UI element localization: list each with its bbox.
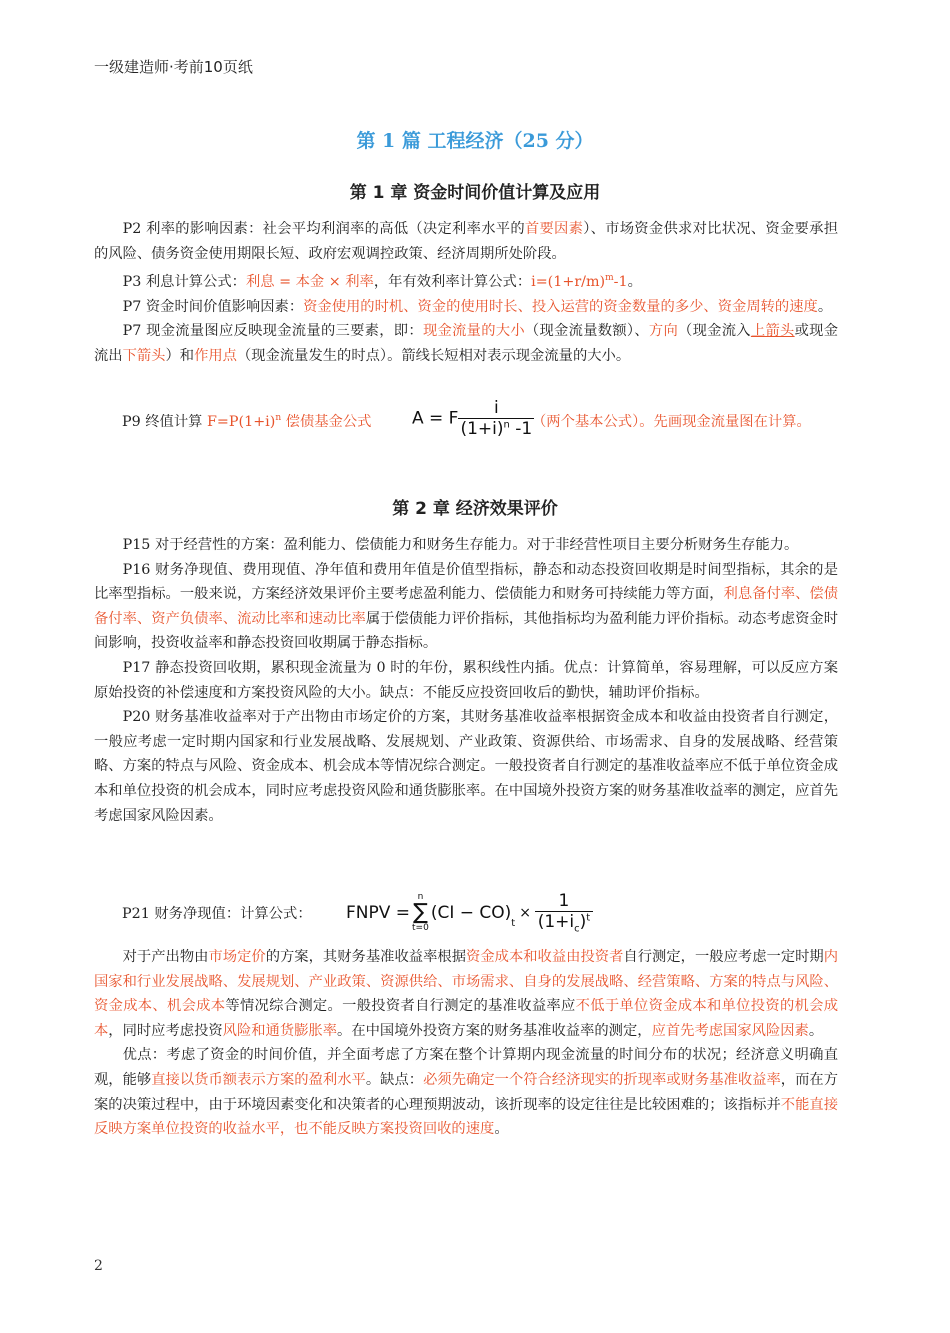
para-p15: P15 对于经营性的方案：盈利能力、偿债能力和财务生存能力。对于非经营性项目主要分析财务生存能力。 <box>122 537 799 553</box>
text: ）和 <box>165 347 195 364</box>
part-title: 第 1 篇 工程经济（25 分） <box>356 130 594 152</box>
highlight: 首要因素 <box>524 221 584 237</box>
highlight: 市场定价 <box>208 949 266 965</box>
highlight: 直接以货币额表示方案的盈利水平 <box>151 1071 366 1088</box>
text: P7 资金时间价值影响因素： <box>122 298 304 315</box>
running-header: 一级建造师·考前10页纸 <box>94 58 253 76</box>
highlight: i=(1+r/m) <box>531 273 606 290</box>
text: （现金流量数额）、 <box>524 323 649 340</box>
den-base: (1+i) <box>460 419 504 439</box>
highlight: 上箭头 <box>750 323 795 340</box>
highlight: 下箭头 <box>122 347 166 364</box>
chapter-2-body <box>94 533 838 828</box>
sum-symbol: ∑ <box>413 900 428 925</box>
fnpv-lhs: FNPV = <box>346 903 411 923</box>
text: 自行测定，一般应考虑一定时期 <box>623 949 824 965</box>
text: 或现金流出 <box>94 323 839 364</box>
term-sub: t <box>511 918 516 929</box>
text: 。 <box>494 1121 509 1138</box>
future-value-formula: F=P(1+i) <box>207 414 276 430</box>
highlight: 利息 = 本金 × 利率 <box>245 273 374 290</box>
highlight: 资金成本和收益由投资者 <box>466 949 624 965</box>
highlight: 应首先考虑国家风险因素 <box>651 1022 809 1039</box>
highlight: 内国家和行业发展战略、发展规划、产业政策、资源供给、市场需求、自身的发展战略、经营策略、方案的特点与风险、资金成本、机会成本 <box>94 949 839 1015</box>
numerator: 1 <box>535 891 593 912</box>
sinking-fund-label: 偿债基金公式 <box>281 414 372 430</box>
sum-upper: n <box>417 892 424 902</box>
highlight: 现金流量的大小 <box>422 323 525 340</box>
formula-fraction <box>458 398 534 439</box>
text: 优点：考虑了资金的时间价值，并全面考虑了方案在整个计算期内现金流量的时间分布的状况；经济意义明确直观，能够 <box>94 1047 838 1088</box>
para-p20: P20 财务基准收益率对于产出物由市场定价的方案，其财务基准收益率根据资金成本和收益由投资者自行测定，一般应考虑一定时期内国家和行业发展战略、发展规划、产业政策、资源供给、市场需求、自身的发展战略、经营策略、方案的特点与风险、资金成本、机会成本等情况综合测定。一般投资者自行测定的基准收益率应不低于单位资金成本和单位投资的机会成本，同时应考虑投资风险和通货膨胀率。在中国境外投资方案的财务基准收益率的测定，应首先考虑国家风险因素。 <box>94 709 838 824</box>
para-p2 <box>94 217 838 266</box>
page-number: 2 <box>94 1258 103 1274</box>
text: ，同时应考虑投资 <box>108 1022 223 1039</box>
p21-detail-body <box>94 945 838 1142</box>
para-p21b <box>94 1043 838 1141</box>
summation <box>412 893 429 933</box>
text: 属于偿债能力评价指标，其他指标均为盈利能力评价指标。动态考虑资金时间影响，投资收益率和静态投资回收期属于静态指标。 <box>94 610 839 652</box>
den-close: ) <box>579 912 587 933</box>
text: P3 利息计算公式： <box>122 273 246 290</box>
sum-lower: t=0 <box>412 923 429 933</box>
den-sup: t <box>586 912 591 924</box>
para-p17: P17 静态投资回收期，累积现金流量为 0 时的年份，累积线性内插。优点：计算简单，容易理解，可以反应方案原始投资的补偿速度和方案投资风险的大小。缺点：不能反应投资回收后的勤快，辅助评价指标。 <box>94 659 838 701</box>
fnpv-formula <box>346 887 593 939</box>
discount-fraction <box>535 891 593 934</box>
chapter-1-title: 第 1 章 资金时间价值计算及应用 <box>349 183 601 203</box>
text: （现金流量发生的时点）。箭线长短相对表示现金流量的大小。 <box>236 347 631 364</box>
text: P2 利率的影响因素：社会平均利润率的高低（决定利率水平的 <box>122 221 525 237</box>
text: 对于产出物由 <box>122 949 209 965</box>
text: （现金流入 <box>678 323 751 340</box>
chapter-1-body <box>94 217 838 368</box>
text: 。 <box>817 298 833 315</box>
para-p7b <box>94 319 838 368</box>
chapter-2-title: 第 2 章 经济效果评价 <box>392 499 558 519</box>
superscript: m <box>605 273 614 284</box>
den-sup: n <box>503 419 510 431</box>
denominator <box>458 419 534 439</box>
highlight: -1 <box>613 273 628 290</box>
para-p16 <box>94 558 838 656</box>
highlight: 不能直接反映方案单位投资的收益水平，也不能反映方案投资回收的速度 <box>94 1096 839 1138</box>
p9-prefix: P9 终值计算 <box>122 414 207 430</box>
highlight: 必须先确定一个符合经济现实的折现率或财务基准收益率 <box>423 1071 781 1088</box>
para-p21a <box>94 945 838 1043</box>
highlight: 不低于单位资金成本和单位投资的机会成本 <box>94 998 839 1039</box>
text: P7 现金流量图应反映现金流量的三要素，即： <box>122 323 423 340</box>
text: 。在中国境外投资方案的财务基准收益率的测定， <box>337 1022 652 1039</box>
highlight: 作用点 <box>194 347 237 364</box>
text: 。缺点： <box>365 1071 424 1088</box>
highlight: 资金使用的时机、资金的使用时长、投入运营的资金数量的多少、资金周转的速度 <box>303 298 818 315</box>
para-p3 <box>94 266 838 294</box>
text: ，年有效利率计算公式： <box>373 273 532 290</box>
text: 等情况综合测定。一般投资者自行测定的基准收益率应 <box>225 998 576 1015</box>
den-sub: c <box>574 923 580 935</box>
p9-suffix: （两个基本公式）。先画现金流量图在计算。 <box>532 414 811 430</box>
text: 。 <box>627 273 642 290</box>
superscript: n <box>275 413 282 424</box>
times-sign: × <box>519 905 531 921</box>
cash-flow-term: (CI − CO) <box>430 903 512 923</box>
p21-prefix: P21 财务净现值：计算公式： <box>122 906 312 922</box>
p9-text <box>122 411 371 431</box>
highlight: 风险和通货膨胀率 <box>222 1022 338 1039</box>
text: 的方案，其财务基准收益率根据 <box>265 949 467 965</box>
highlight: 方向 <box>648 323 679 340</box>
text: ）、市场资金供求对比状况、资金要承担的风险、债务资金使用期限长短、政府宏观调控政策、经济周期所处阶段。 <box>94 221 838 262</box>
den-tail: -1 <box>509 419 533 439</box>
formula-p21 <box>94 885 854 941</box>
den-base: (1+i <box>537 912 575 933</box>
sinking-fund-formula <box>412 398 534 439</box>
text: ，而在方案的决策过程中，由于环境因素变化和决策者的心理预期波动，该折现率的设定往往是比较困难的；该指标并 <box>94 1071 839 1113</box>
para-p7a <box>94 295 838 320</box>
text: P16 财务净现值、费用现值、净年值和费用年值是价值型指标，静态和动态投资回收期是时间型指标，其余的是比率型指标。一般来说，方案经济效果评价主要考虑盈利能力、偿债能力和财务可持续能力等方面， <box>94 561 838 603</box>
formula-p9 <box>94 396 854 446</box>
formula-lhs: A = F <box>412 408 459 429</box>
highlight: 利息备付率、偿债备付率、资产负债率、流动比率和速动比率 <box>94 586 838 627</box>
text: 。 <box>808 1022 824 1039</box>
numerator: i <box>458 398 534 419</box>
denominator <box>535 912 593 934</box>
